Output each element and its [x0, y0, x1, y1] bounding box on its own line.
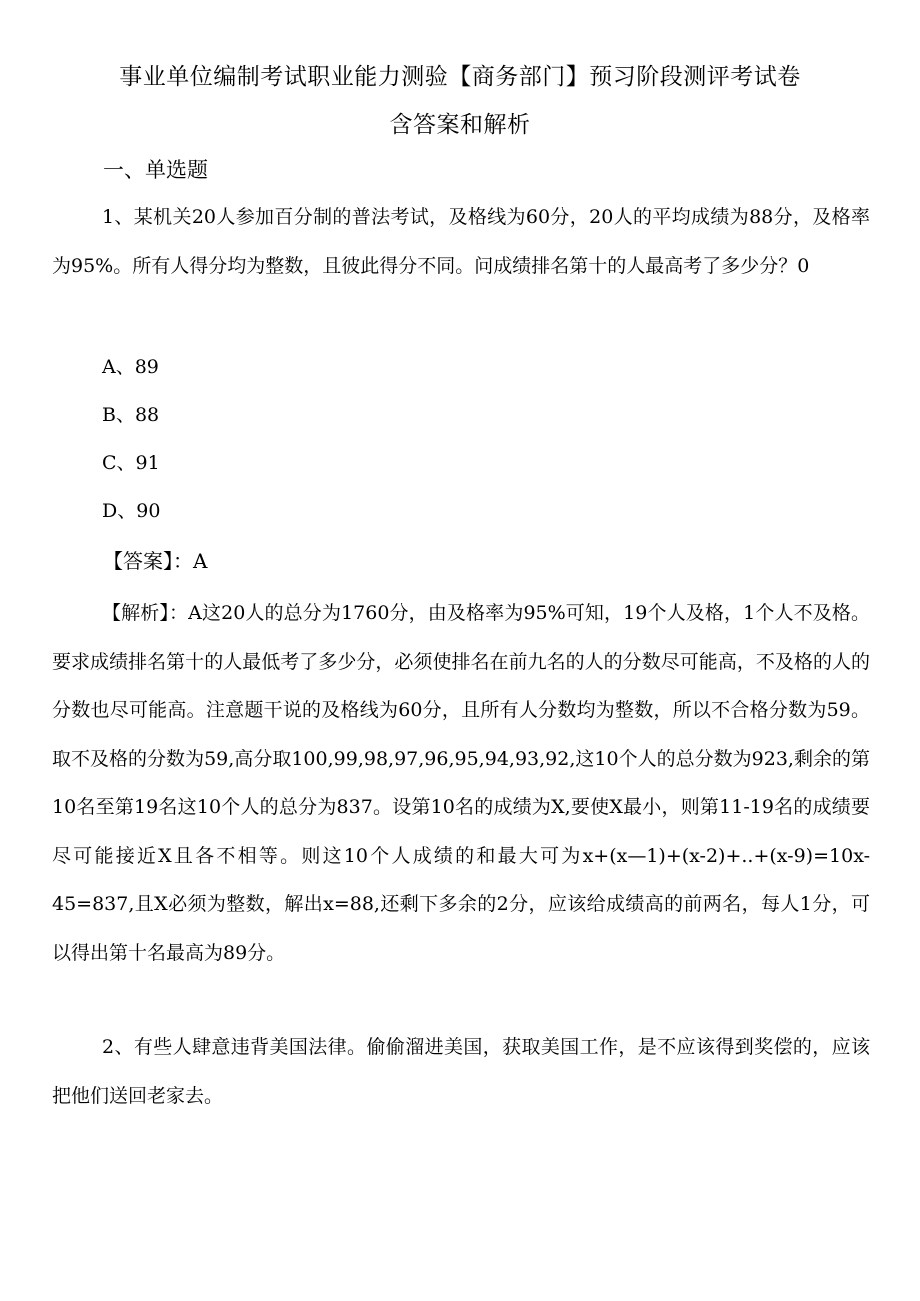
question-1-text: 1、某机关20人参加百分制的普法考试，及格线为60分，20人的平均成绩为88分，及格率为95%。所有人得分均为整数，且彼此得分不同。问成绩排名第十的人最高考了多少分？0 — [52, 206, 870, 277]
option-b: B、88 — [102, 404, 160, 426]
question-2-text: 2、有些人肆意违背美国法律。偷偷溜进美国，获取美国工作，是不应该得到奖偿的，应该把他们送回老家去。 — [52, 1036, 870, 1107]
answer-line — [103, 545, 207, 574]
option-c: C、91 — [102, 452, 160, 474]
section-heading: 一、单选题 — [103, 158, 208, 182]
analysis-label: 【解析】 — [102, 602, 170, 624]
analysis-text: ：A这20人的总分为1760分，由及格率为95%可知，19个人及格，1个人不及格。要求成绩排名第十的人最低考了多少分，必须使排名在前九名的人的分数尽可能高，不及格的人的分数也尽可能高。注意题干说的及格线为60分，且所有人分数均为整数，所以不合格分数为59。取不及格的分数为59,高分取100,99,98,97,96,95,94,93,92,这10个人的总分数为923,剩余的第10名至第19名这10个人的总分为837。设第10名的成绩为X,要使X最小，则第11-19名的成绩要尽可能接近X且各不相等。则这10个人成绩的和最大可为x+(x—1)+(x-2)+..+(x-9)=10x-45=837,且X必须为整数，解出x=88,还剩下多余的2分，应该给成绩高的前两名，每人1分，可以得出第十名最高为89分。 — [52, 602, 870, 964]
document-title: 事业单位编制考试职业能力测验【商务部门】预习阶段测评考试卷 — [119, 64, 801, 90]
answer-label: 【答案】 — [103, 549, 173, 573]
option-d: D、90 — [102, 500, 161, 522]
analysis-paragraph — [52, 589, 870, 977]
document-subtitle: 含答案和解析 — [389, 112, 531, 138]
option-a: A、89 — [102, 356, 159, 378]
answer-value: ：A — [173, 549, 208, 573]
